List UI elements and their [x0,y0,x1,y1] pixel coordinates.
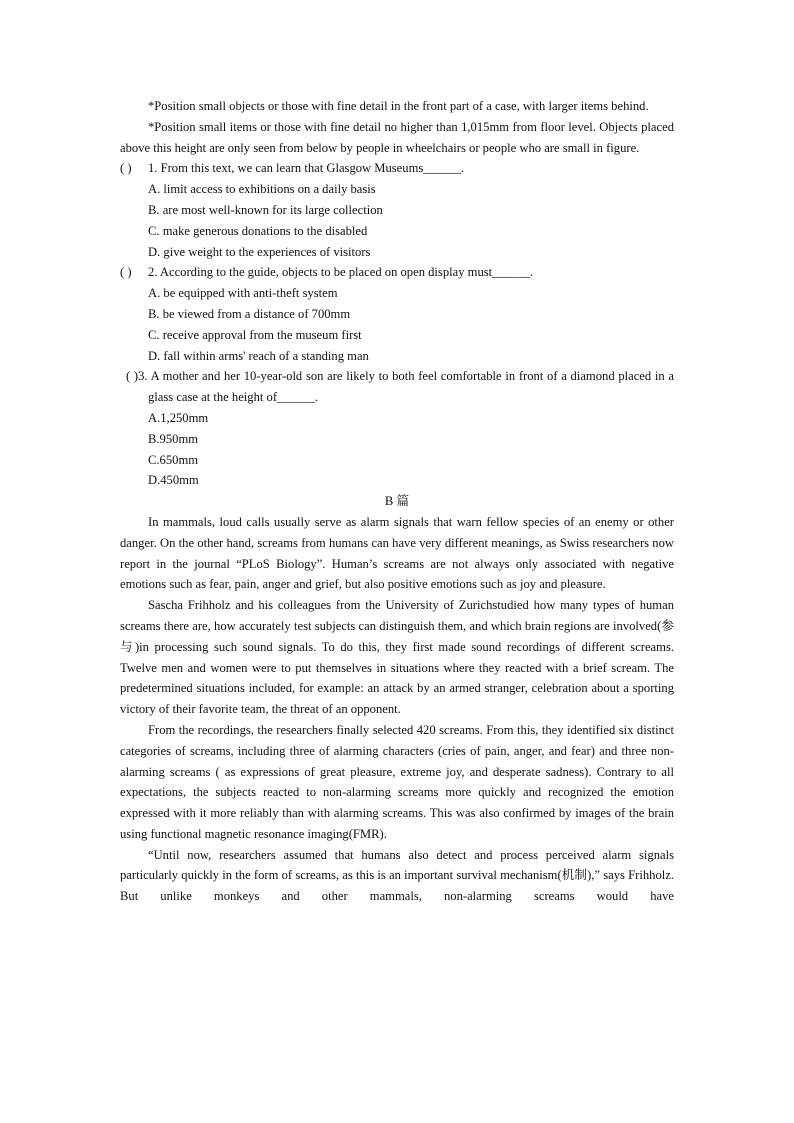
question-3 [120,366,674,491]
option-a: A.1,250mm [148,410,209,425]
option-d: D. fall within arms' reach of a standing man [148,348,369,363]
answer-blank: ( ) [120,161,132,176]
section-title: B 篇 [384,494,410,509]
option-a: A. limit access to exhibitions on a daily basis [148,182,376,197]
passage-paragraph-1: In mammals, loud calls usually serve as alarm signals that warn fellow species of an enemy or other danger. On the other hand, screams from humans can have very different meanings, as Swiss researchers now report in the journal “PLoS Biology”. Human’s screams are not always only associated with negative emotions such as fear, pain, anger and grief, but also positive emotions such as joy and pleasure. [120,514,674,592]
question-stem-text: 3. A mother and her 10-year-old son are likely to both feel comfortable in front of a diamond placed in a glass case at the height of______. [138,369,674,405]
option-b: B. be viewed from a distance of 700mm [148,306,351,321]
passage-paragraph-3: From the recordings, the researchers finally selected 420 screams. From this, they identified six distinct categories of screams, including three of alarming characters (cries of pain, anger, and fear) and three non-alarming screams ( as expressions of great pleasure, extreme joy, and desperate sadness). Contrary to all expectations, the subjects reacted to non-alarming screams more quickly and recognized the emotion expressed with it more reliably than with alarming screams. This was also confirmed by images of the brain using functional magnetic resonance imaging(FMR). [120,722,674,841]
document-page [120,96,674,907]
passage-paragraph-4: “Until now, researchers assumed that humans also detect and process perceived alarm signals particularly quickly in the form of screams, as this is an important survival mechanism(机制),” says Frihholz. But unlike monkeys and other mammals, non-alarming screams would have [120,847,674,904]
option-d: D.450mm [148,473,199,488]
passage-paragraph-2: Sascha Frihholz and his colleagues from the University of Zurichstudied how many types of human screams there are, how accurately test subjects can distinguish them, and which brain regions are involved(参与)in processing such sound signals. To do this, they first made sound recordings of different screams. Twelve men and women were to put themselves in situations where they reacted with a brief scream. The predetermined situations included, for example: an attack by an armed stranger, celebration about a sporting victory of their favorite team, the threat of an opponent. [120,598,674,717]
option-c: C. make generous donations to the disabled [148,223,368,238]
guide-paragraph-2: *Position small items or those with fine detail no higher than 1,015mm from floor level. Objects placed above this height are only seen from below by people in wheelchairs or people who are small in figure. [120,119,674,155]
option-c: C. receive approval from the museum first [148,327,362,342]
question-stem: 1. From this text, we can learn that Glasgow Museums______. [148,161,465,176]
answer-blank: ( ) [120,265,132,280]
question-2 [120,262,674,366]
answer-blank: ( ) [126,369,139,384]
question-stem: 2. According to the guide, objects to be placed on open display must______. [148,265,534,280]
question-1 [120,158,674,262]
question-stem [120,366,674,408]
option-a: A. be equipped with anti-theft system [148,286,338,301]
option-b: B.950mm [148,431,199,446]
option-b: B. are most well-known for its large collection [148,202,383,217]
option-c: C.650mm [148,452,199,467]
guide-paragraph-1: *Position small objects or those with fine detail in the front part of a case, with larger items behind. [148,99,649,113]
option-d: D. give weight to the experiences of visitors [148,244,371,259]
